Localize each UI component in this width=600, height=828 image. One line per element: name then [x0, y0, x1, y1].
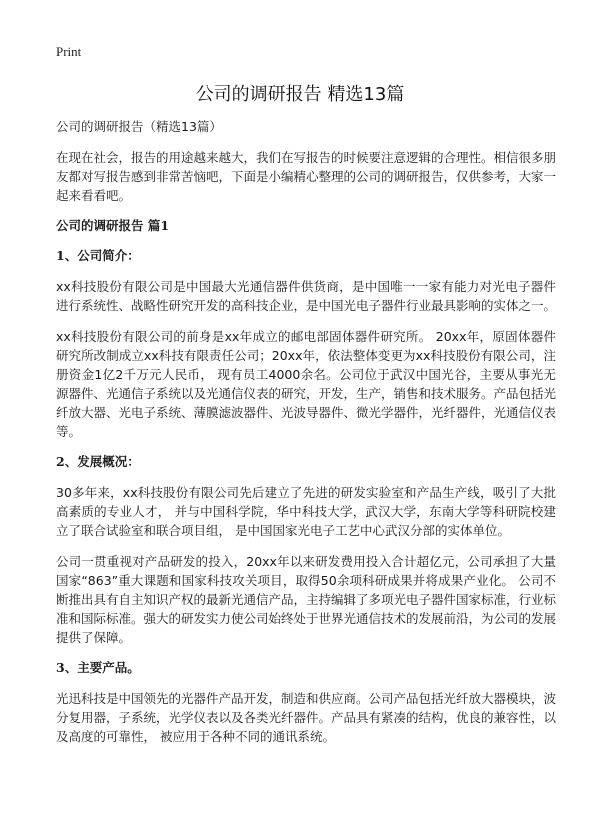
paragraph: 光迅科技是中国领先的光器件产品开发，制造和供应商。公司产品包括光纤放大器模块，波分复用器，子系统，光学仪表以及各类光纤器件。产品具有紧凑的结构，优良的兼容性，以及高度的可靠性， 被应用于各种不同的通讯系统。	[56, 691, 557, 744]
paragraph: 公司一贯重视对产品研发的投入，20xx年以来研发费用投入合计超亿元，公司承担了大量国家“863”重大课题和国家科技攻关项目，取得50余项科研成果并将成果产业化。 公司不断推出具有自主知识产权的最新光通信产品，主持编辑了多项光电子器件国家标准，行业标准和国际标准。强大的研发实力使公司始终处于世界光通信技术的发展前沿，为公司的发展提供了保障。	[56, 554, 557, 645]
paragraph: xx科技股份有限公司是中国最大光通信器件供货商，是中国唯一一家有能力对光电子器件进行系统性、战略性研究开发的高科技企业，是中国光电子器件行业最具影响的实体之一。	[56, 279, 557, 313]
paragraph: xx科技股份有限公司的前身是xx年成立的邮电部固体器件研究所。 20xx年，原固体器件研究所改制成立xx科技有限责任公司；20xx年，依法整体变更为xx科技股份有限公司，注册资金1亿2千万元人民币， 现有员工4000余名。公司位于武汉中国光谷，主要从事光无源器件、光通信子系统以及光通信仪表的研究，开发，生产，销售和技术服务。产品包括光纤放大器、光电子系统、薄膜滤波器件、光波导器件、微光学器件，光纤器件，光通信仪表等。	[56, 329, 557, 439]
part-heading: 公司的调研报告 篇1	[56, 218, 170, 233]
document-subtitle: 公司的调研报告（精选13篇）	[56, 119, 222, 134]
print-link[interactable]: Print	[56, 44, 82, 59]
document-body	[56, 118, 556, 758]
intro-paragraph: 在现在社会，报告的用途越来越大，我们在写报告的时候要注意逻辑的合理性。相信很多朋友都对写报告感到非常苦恼吧，下面是小编精心整理的公司的调研报告，仅供参考，大家一起来看看吧。	[56, 150, 557, 203]
section-heading-products: 3、主要产品。	[56, 660, 140, 675]
paragraph: 30多年来，xx科技股份有限公司先后建立了先进的研发实验室和产品生产线，吸引了大批高素质的专业人才， 并与中国科学院，华中科技大学，武汉大学，东南大学等科研院校建立了联合试验室和联合项目组， 是中国国家光电子工艺中心武汉分部的实体单位。	[56, 485, 556, 538]
section-heading-development: 2、发展概况：	[56, 454, 140, 469]
document-title: 公司的调研报告 精选13篇	[195, 84, 405, 105]
section-heading-company-profile: 1、公司简介：	[56, 248, 140, 263]
